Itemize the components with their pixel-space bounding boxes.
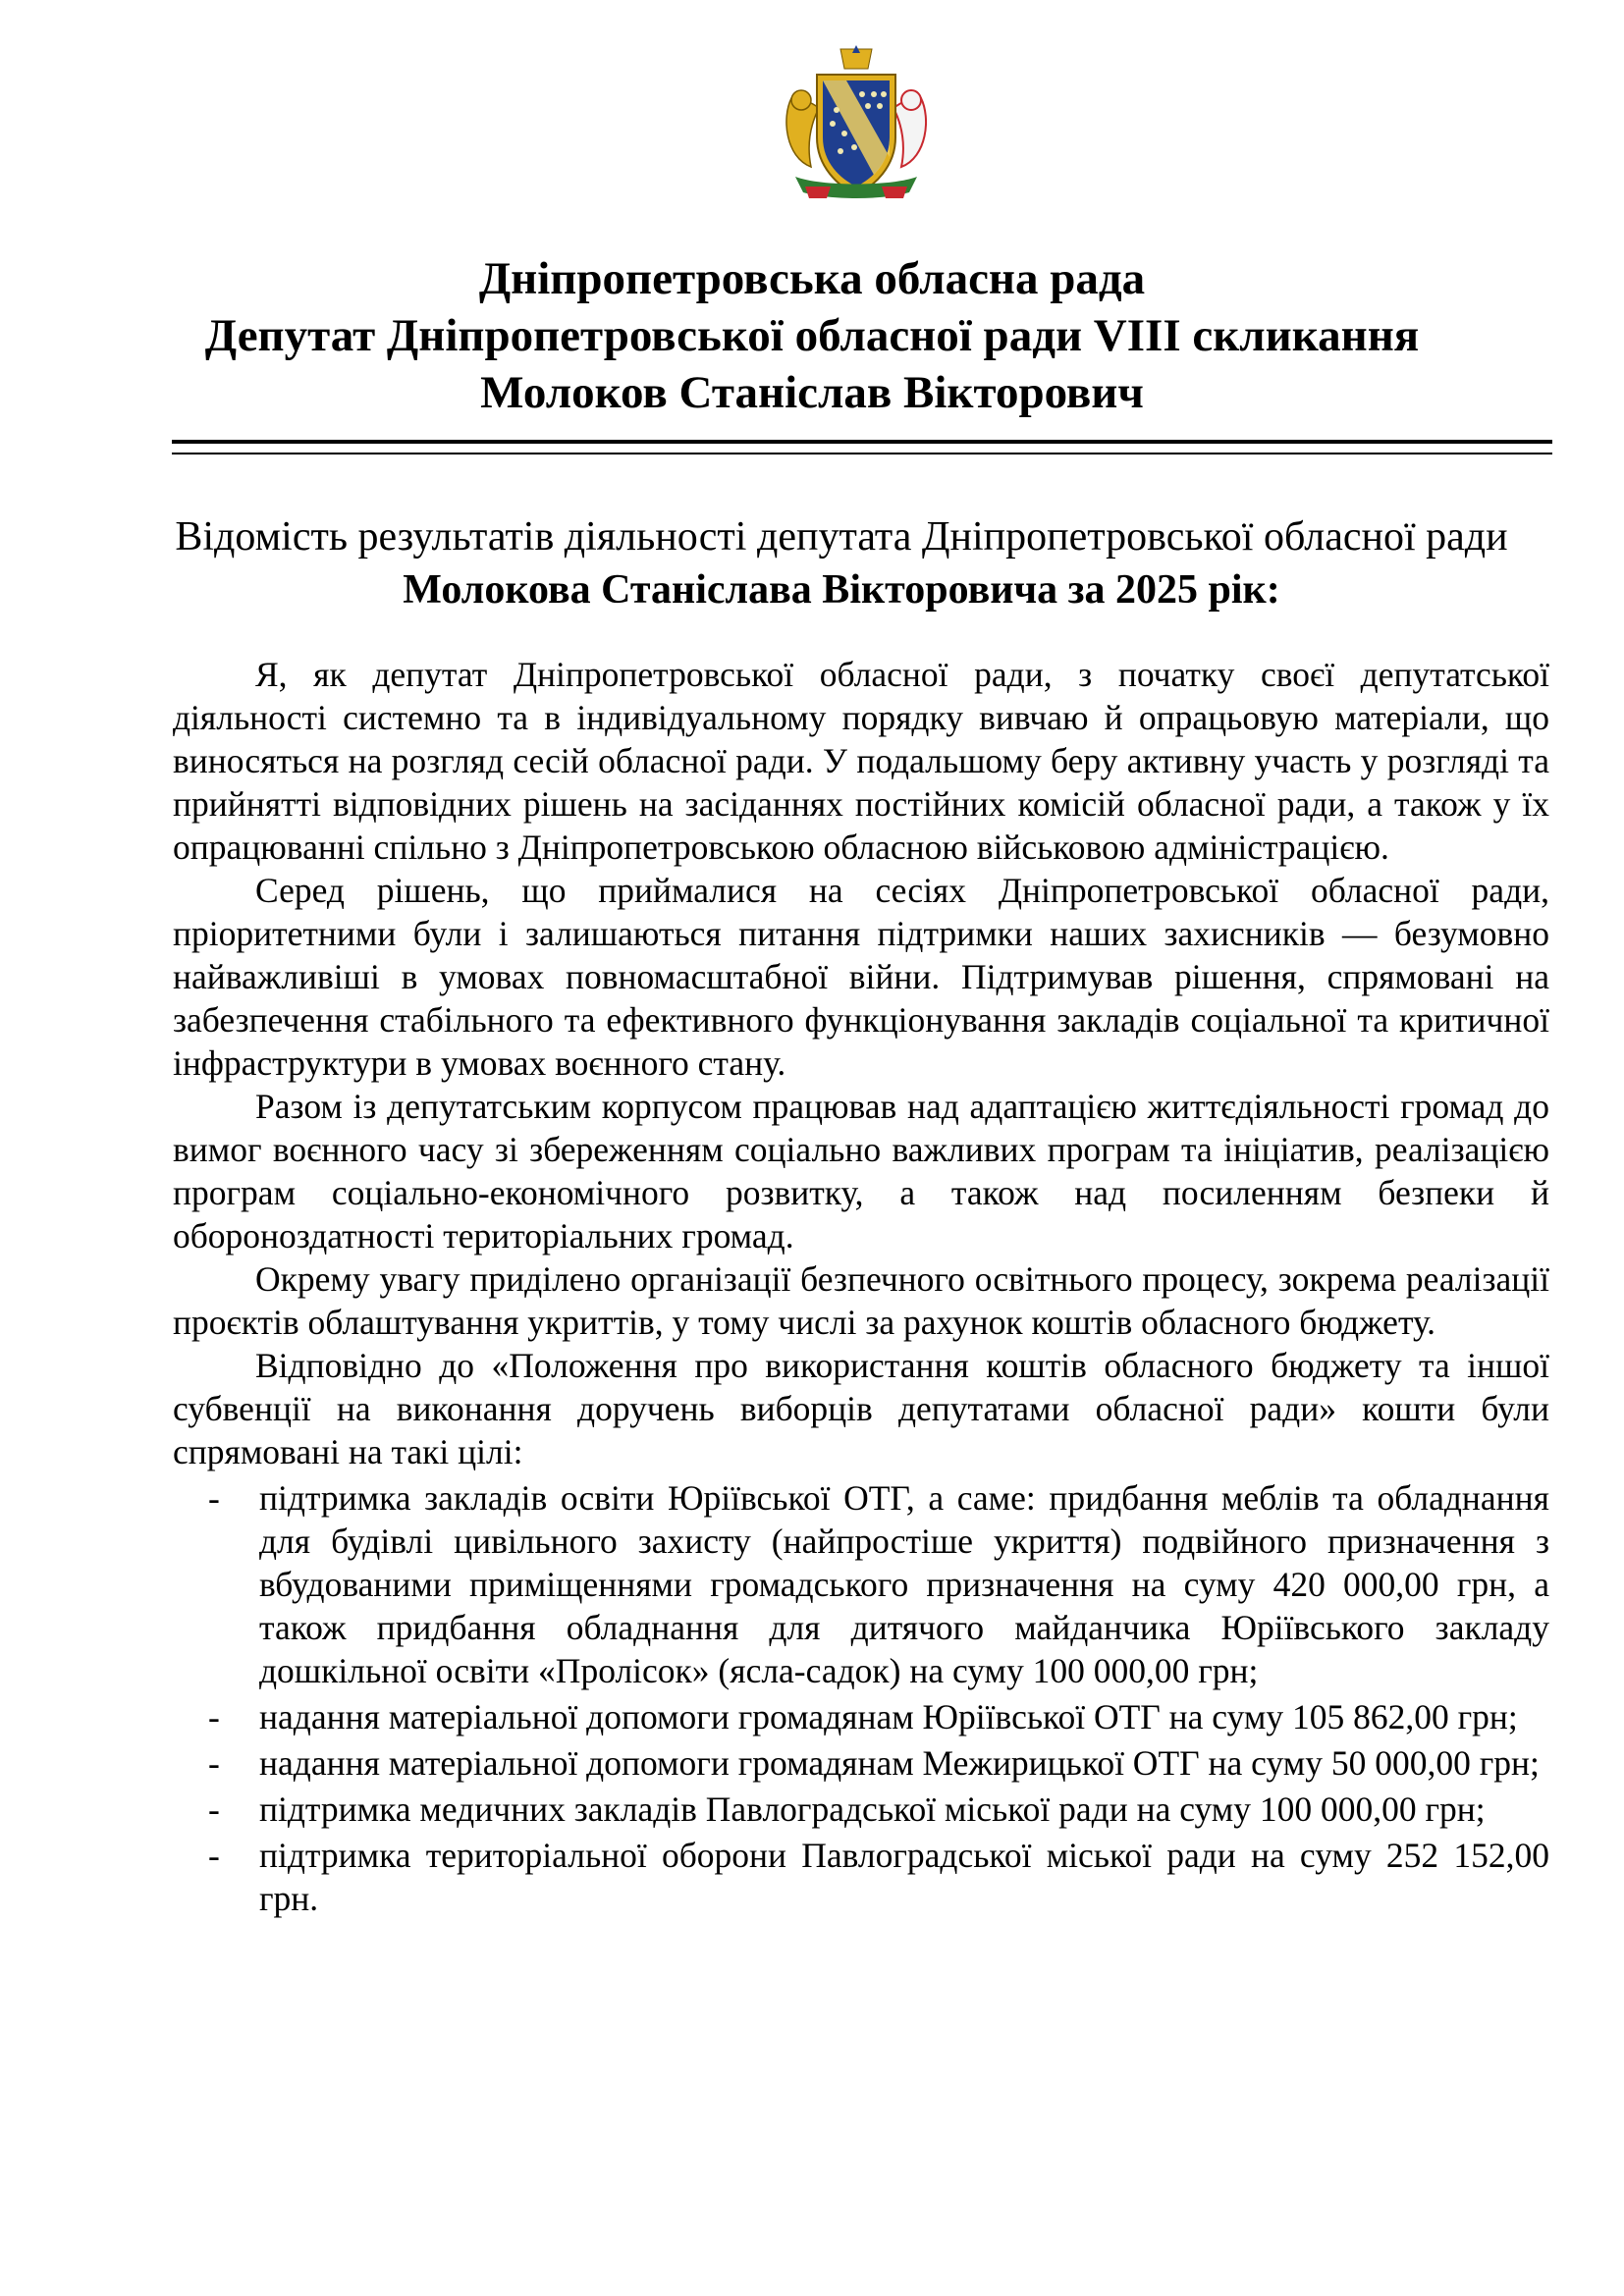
list-item-text: надання матеріальної допомоги громадянам Межирицької ОТГ на суму 50 000,00 грн;: [259, 1743, 1540, 1783]
title-line-1: Відомість результатів діяльності депутата Дніпропетровської обласної ради: [175, 514, 1508, 560]
list-dash: -: [208, 1478, 220, 1518]
list-item: [173, 1741, 1549, 1785]
list-dash: -: [208, 1743, 220, 1783]
title-line-2: Молокова Станіслава Вікторовича за 2025 рік:: [403, 567, 1280, 613]
list-item: [173, 1788, 1549, 1831]
list-item-text: підтримка закладів освіти Юріївської ОТГ, а саме: придбання меблів та обладнання для будівлі цивільного захисту (найпростіше укриття) подвійного призначення з вбудованими приміщеннями громадського призначення на суму 420 000,00 грн, а також придбання обладнання для дитячого майданчика Юріївського закладу дошкільної освіти «Пролісок» (ясла-садок) на суму 100 000,00 грн;: [259, 1478, 1549, 1690]
deputy-name: Молоков Станіслав Вікторович: [480, 367, 1144, 418]
paragraph-community-work: Разом із депутатським корпусом працював над адаптацією життєдіяльності громад до вимог воєнного часу зі збереженням соціально важливих програм та ініціатив, реалізацією програм соціально-економічного розвитку, а також над посиленням безпеки й обороноздатності територіальних громад.: [173, 1087, 1549, 1255]
paragraph-funds: Відповідно до «Положення про використання коштів обласного бюджету та іншої субвенції на виконання доручень виборців депутатами обласної ради» кошти були спрямовані на такі цілі:: [173, 1346, 1549, 1471]
document-body: [173, 653, 1549, 1920]
paragraph-intro: Я, як депутат Дніпропетровської обласної ради, з початку своєї депутатської діяльності системно та в індивідуальному порядку вивчаю й опрацьовую матеріали, що виносяться на розгляд сесій обласної ради. У подальшому беру активну участь у розгляді та прийнятті відповідних рішень на засіданнях постійних комісій обласної ради, а також у їх опрацюванні спільно з Дніпропетровською обласною військовою адміністрацією.: [173, 655, 1549, 867]
funds-allocation-list: [173, 1476, 1549, 1920]
header-divider-thin: [172, 453, 1552, 454]
paragraph-priorities: Серед рішень, що приймалися на сесіях Дніпропетровської обласної ради, пріоритетними були і залишаються питання підтримки наших захисників — безумовно найважливіші в умовах повномасштабної війни. Підтримував рішення, спрямовані на забезпечення стабільного та ефективного функціонування закладів соціальної та критичної інфраструктури в умовах воєнного стану.: [173, 871, 1549, 1083]
list-item: [173, 1476, 1549, 1692]
list-dash: -: [208, 1836, 220, 1875]
paragraph-education: Окрему увагу приділено організації безпечного освітнього процесу, зокрема реалізації проєктів облаштування укриттів, у тому числі за рахунок коштів обласного бюджету.: [173, 1259, 1549, 1342]
list-dash: -: [208, 1789, 220, 1829]
coat-of-arms-emblem: [772, 39, 941, 208]
letterhead: [147, 250, 1477, 421]
list-item-text: підтримка територіальної оборони Павлоградської міської ради на суму 252 152,00 грн.: [259, 1836, 1549, 1918]
list-item: [173, 1834, 1549, 1920]
list-item-text: підтримка медичних закладів Павлоградської міської ради на суму 100 000,00 грн;: [259, 1789, 1486, 1829]
list-item: [173, 1695, 1549, 1738]
deputy-position: Депутат Дніпропетровської обласної ради VIII скликання: [204, 310, 1420, 361]
header-divider-thick: [172, 440, 1552, 444]
document-title: [128, 510, 1555, 616]
council-name: Дніпропетровська обласна рада: [478, 253, 1146, 304]
list-dash: -: [208, 1697, 220, 1736]
list-item-text: надання матеріальної допомоги громадянам Юріївської ОТГ на суму 105 862,00 грн;: [259, 1697, 1518, 1736]
